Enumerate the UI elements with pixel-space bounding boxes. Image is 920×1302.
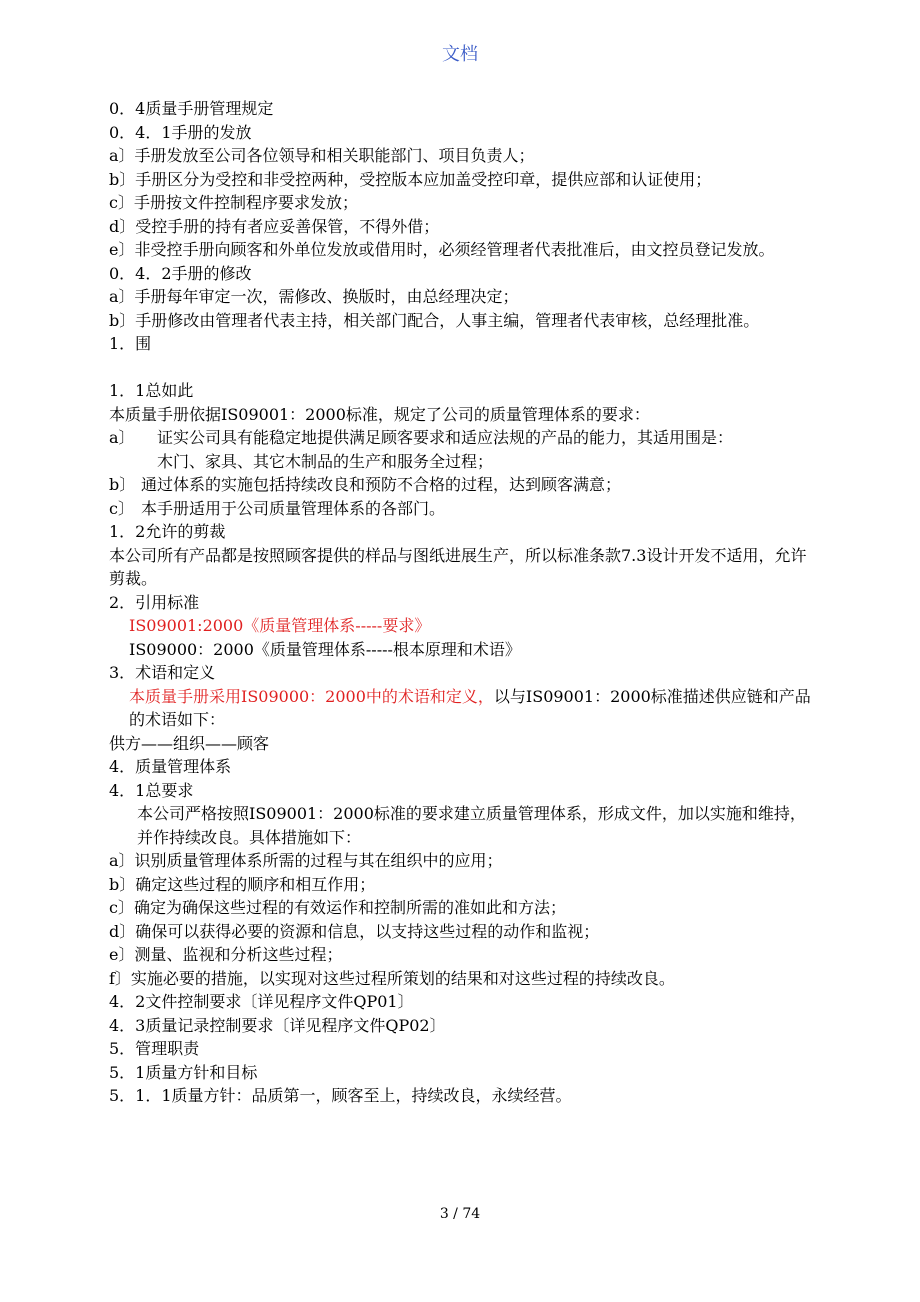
paragraph-text: 以与IS09001：2000标准描述供应链和产品的术语如下： <box>129 686 811 729</box>
paragraph: 本公司所有产品都是按照顾客提供的样品与图纸进展生产，所以标准条款7.3设计开发不适用，允许剪裁。 <box>109 545 807 588</box>
referenced-standard-highlighted: IS09001:2000《质量管理体系-----要求》 <box>129 616 431 635</box>
list-item: d〕确保可以获得必要的资源和信息，以支持这些过程的动作和监视； <box>109 921 600 941</box>
subsection-heading: 4．2文件控制要求〔详见程序文件QP01〕 <box>109 992 414 1011</box>
list-item: b〕手册修改由管理者代表主持，相关部门配合，人事主编，管理者代表审核，总经理批准。 <box>109 310 760 330</box>
list-marker: a〕 <box>109 428 135 447</box>
list-item-text: 通过体系的实施包括持续改良和预防不合格的过程，达到顾客满意； <box>141 475 622 494</box>
list-item: a〕手册每年审定一次，需修改、换版时，由总经理决定； <box>109 287 519 306</box>
list-item <box>109 497 819 521</box>
list-item <box>109 473 819 497</box>
highlighted-text: 本质量手册采用IS09000：2000中的术语和定义， <box>129 686 494 706</box>
paragraph: 本质量手册依据IS09001：2000标准，规定了公司的质量管理体系的要求： <box>109 404 650 424</box>
subsection-heading: 0．4．1手册的发放 <box>109 122 252 142</box>
section-heading: 2．引用标准 <box>109 592 200 612</box>
section-heading: 1．围 <box>109 334 152 353</box>
subsection-heading: 1．1总如此 <box>109 381 194 400</box>
paragraph: 供方——组织——顾客 <box>109 733 270 753</box>
subsection-heading: 5．1质量方针和目标 <box>109 1062 258 1082</box>
list-item: e〕非受控手册向顾客和外单位发放或借用时，必须经管理者代表批准后，由文控员登记发放。 <box>109 240 775 259</box>
list-item: b〕确定这些过程的顺序和相互作用； <box>109 874 376 894</box>
subsection-heading: 4．1总要求 <box>109 780 194 800</box>
subsection-heading: 4．3质量记录控制要求〔详见程序文件QP02〕 <box>109 1015 446 1035</box>
list-item: f〕实施必要的措施，以实现对这些过程所策划的结果和对这些过程的持续改良。 <box>109 968 675 988</box>
list-item: c〕确定为确保这些过程的有效运作和控制所需的准如此和方法； <box>109 898 566 917</box>
page-number: 3 / 74 <box>439 1206 481 1222</box>
list-item: d〕受控手册的持有者应妥善保管，不得外借； <box>109 216 440 236</box>
list-item: e〕测量、监视和分析这些过程； <box>109 945 343 964</box>
page-header-title: 文档 <box>442 44 478 65</box>
list-item-text: 本手册适用于公司质量管理体系的各部门。 <box>141 498 446 518</box>
document-body <box>109 97 819 1108</box>
section-heading: 3．术语和定义 <box>109 663 216 682</box>
list-item-continuation: 木门、家具、其它木制品的生产和服务全过程； <box>157 451 494 471</box>
paragraph <box>109 685 819 732</box>
section-heading: 0．4质量手册管理规定 <box>109 99 274 118</box>
subsection-heading: 1．2允许的剪裁 <box>109 522 226 541</box>
section-heading: 4．质量管理体系 <box>109 757 232 776</box>
list-item: a〕手册发放至公司各位领导和相关职能部门、项目负责人； <box>109 146 535 165</box>
list-item: b〕手册区分为受控和非受控两种，受控版本应加盖受控印章，提供应部和认证使用； <box>109 169 712 189</box>
list-item: c〕手册按文件控制程序要求发放； <box>109 193 358 212</box>
list-marker: b〕 <box>109 475 136 494</box>
list-item <box>109 426 819 450</box>
referenced-standard: IS09000：2000《质量管理体系-----根本原理和术语》 <box>129 639 521 659</box>
paragraph: 本公司严格按照IS09001：2000标准的要求建立质量管理体系，形成文件，加以实施和维持，并作持续改良。具体措施如下： <box>137 804 806 847</box>
list-item-text: 证实公司具有能稳定地提供满足顾客要求和适应法规的产品的能力，其适用围是： <box>157 428 734 447</box>
subsection-heading: 0．4．2手册的修改 <box>109 263 252 283</box>
list-item: a〕识别质量管理体系所需的过程与其在组织中的应用； <box>109 851 503 870</box>
section-heading: 5．管理职责 <box>109 1039 200 1058</box>
blank-line <box>109 356 819 380</box>
paragraph: 5．1．1质量方针：品质第一，顾客至上，持续改良，永续经营。 <box>109 1086 572 1105</box>
list-marker: c〕 <box>109 498 134 518</box>
